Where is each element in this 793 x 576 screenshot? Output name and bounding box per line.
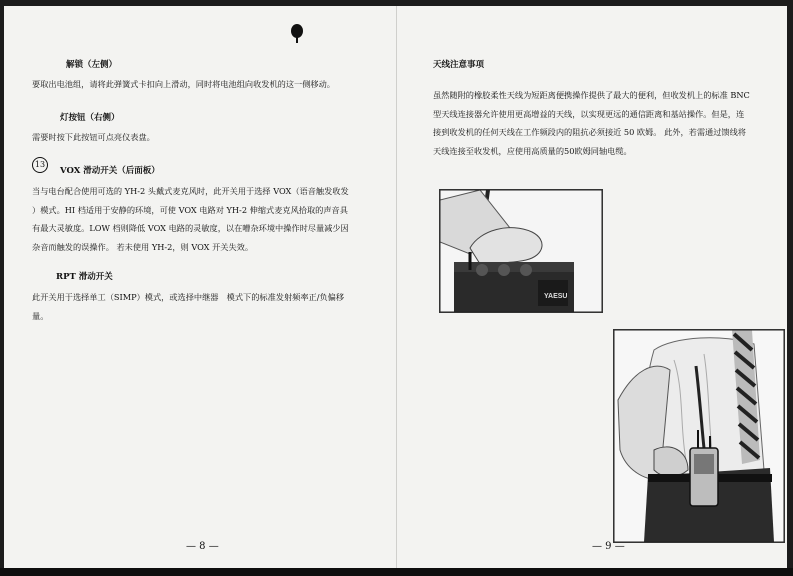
belt-wearing-photo xyxy=(613,329,785,543)
unlock-heading: 解锁（左侧） xyxy=(66,60,118,70)
unlock-text: 要取出电池组，请将此弹簧式卡扣向上滑动，同时将电池组向收发机的这一侧移动。 xyxy=(32,79,335,89)
belt-wearing-illustration xyxy=(614,330,784,542)
document-spread xyxy=(4,6,787,568)
antenna-notes-heading: 天线注意事项 xyxy=(433,60,485,70)
antenna-attach-photo xyxy=(439,189,603,313)
antenna-notes-text: 虽然随附的橡胶柔性天线为短距离便携操作提供了最大的便利，但收发机上的标准 BNC 型天线连接器允许使用更高增益的天线，以实现更远的通信距离和基站操作。但是，连 接到收发机的任何天线在工作频段内的阻抗必须接近 50 欧姆。 此外，若需通过馈线将 天线连接至收发机，应使用高质量的50欧姆同轴电缆。 xyxy=(433,90,750,156)
radio-brand-label: YAESU xyxy=(544,293,568,300)
rpt-switch-heading: RPT 滑动开关 xyxy=(56,272,113,282)
vox-switch-heading: VOX 滑动开关（后面板） xyxy=(60,166,160,176)
vox-switch-text: 当与电台配合使用可选的 YH-2 头戴式麦克风时，此开关用于选择 VOX（语音触发收发 ）模式。HI 档适用于安静的环境，可使 VOX 电路对 YH-2 伸缩式麦克风拾取的声音具 有最大灵敏度。LOW 档则降低 VOX 电路的灵敏度，以在嘈杂环境中操作时尽量减少因 杂音而触发的误操作。 若未使用 YH-2，则 VOX 开关失效。 xyxy=(32,186,349,252)
left-page xyxy=(4,6,397,568)
lamp-button-text: 需要时按下此按钮可点亮仪表盘。 xyxy=(32,132,155,142)
lamp-button-heading: 灯按钮（右侧） xyxy=(60,113,120,123)
rpt-switch-text: 此开关用于选择单工（SIMP）模式，或选择中继器 模式下的标准发射频率正/负偏移 量。 xyxy=(32,292,345,321)
scan-edge xyxy=(0,568,793,576)
page-number-8: — 8 — xyxy=(186,541,219,552)
binder-hole-mark xyxy=(291,24,303,38)
antenna-attach-illustration xyxy=(440,190,602,312)
page-number-9: — 9 — xyxy=(592,541,625,552)
item-number-circle: 13 xyxy=(32,157,48,173)
right-page xyxy=(397,6,787,568)
